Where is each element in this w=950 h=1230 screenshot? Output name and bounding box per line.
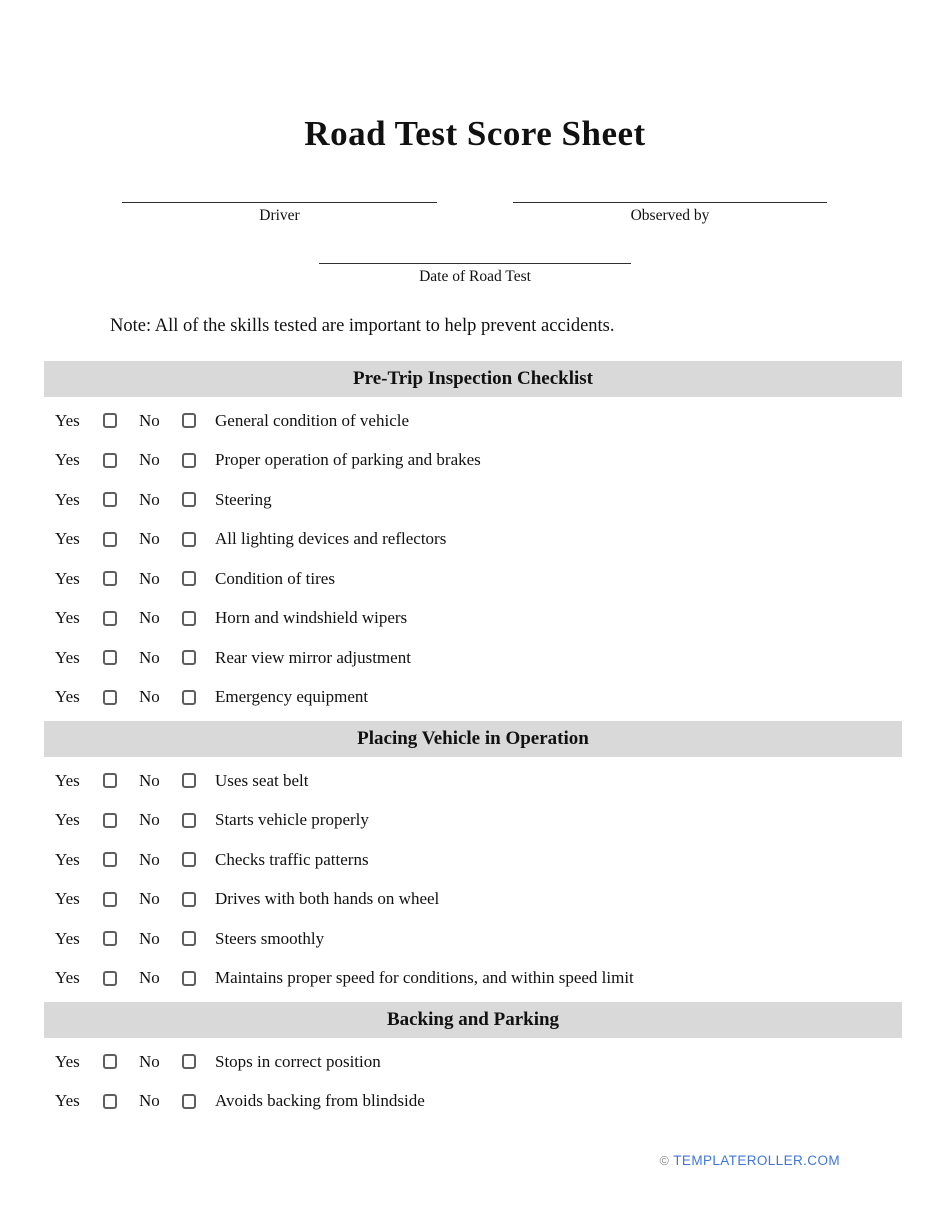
yes-label: Yes bbox=[55, 889, 80, 909]
no-label: No bbox=[139, 450, 160, 470]
checklist-row bbox=[44, 441, 902, 481]
item-label: Steers smoothly bbox=[215, 928, 325, 948]
checklist-row bbox=[44, 919, 902, 959]
checklist-row bbox=[44, 520, 902, 560]
yes-label: Yes bbox=[55, 810, 80, 830]
yes-label: Yes bbox=[55, 849, 80, 869]
no-label: No bbox=[139, 529, 160, 549]
yes-label: Yes bbox=[55, 450, 80, 470]
no-checkbox[interactable] bbox=[182, 1094, 196, 1109]
checklist-section bbox=[44, 1002, 902, 1121]
no-checkbox[interactable] bbox=[182, 813, 196, 828]
checklist-row bbox=[44, 401, 902, 441]
no-checkbox[interactable] bbox=[182, 650, 196, 665]
driver-signature-line[interactable] bbox=[122, 201, 437, 203]
no-label: No bbox=[139, 810, 160, 830]
yes-checkbox[interactable] bbox=[103, 971, 117, 986]
observed-by-field bbox=[513, 201, 827, 225]
item-label: Horn and windshield wipers bbox=[215, 608, 408, 628]
yes-label: Yes bbox=[55, 647, 80, 667]
yes-checkbox[interactable] bbox=[103, 413, 117, 428]
signature-row bbox=[0, 201, 950, 225]
no-checkbox[interactable] bbox=[182, 690, 196, 705]
checklist-row bbox=[44, 1082, 902, 1122]
note-text: Note: All of the skills tested are important to help prevent accidents. bbox=[110, 316, 615, 336]
item-label: Condition of tires bbox=[215, 568, 335, 588]
yes-label: Yes bbox=[55, 687, 80, 707]
observed-by-signature-line[interactable] bbox=[513, 201, 827, 203]
section-rows bbox=[44, 397, 902, 717]
yes-checkbox[interactable] bbox=[103, 690, 117, 705]
item-label: Rear view mirror adjustment bbox=[215, 647, 411, 667]
no-label: No bbox=[139, 1091, 160, 1111]
yes-checkbox[interactable] bbox=[103, 1094, 117, 1109]
no-checkbox[interactable] bbox=[182, 773, 196, 788]
item-label: Checks traffic patterns bbox=[215, 849, 369, 869]
checklist-row bbox=[44, 801, 902, 841]
yes-checkbox[interactable] bbox=[103, 571, 117, 586]
item-label: All lighting devices and reflectors bbox=[215, 529, 447, 549]
section-title: Placing Vehicle in Operation bbox=[357, 728, 589, 749]
item-label: Stops in correct position bbox=[215, 1051, 381, 1071]
checklist-row bbox=[44, 959, 902, 999]
yes-checkbox[interactable] bbox=[103, 1054, 117, 1069]
no-label: No bbox=[139, 647, 160, 667]
yes-checkbox[interactable] bbox=[103, 852, 117, 867]
copyright-icon: © bbox=[659, 1154, 670, 1168]
no-label: No bbox=[139, 1051, 160, 1071]
checklist-section bbox=[44, 721, 902, 998]
yes-checkbox[interactable] bbox=[103, 650, 117, 665]
item-label: Emergency equipment bbox=[215, 687, 369, 707]
yes-checkbox[interactable] bbox=[103, 492, 117, 507]
footer-credit bbox=[660, 1153, 840, 1168]
item-label: Proper operation of parking and brakes bbox=[215, 450, 481, 470]
no-label: No bbox=[139, 568, 160, 588]
date-label: Date of Road Test bbox=[419, 268, 531, 285]
observed-by-label: Observed by bbox=[630, 207, 710, 224]
driver-label: Driver bbox=[259, 207, 300, 224]
checklist-row bbox=[44, 638, 902, 678]
no-checkbox[interactable] bbox=[182, 892, 196, 907]
item-label: Drives with both hands on wheel bbox=[215, 889, 440, 909]
no-label: No bbox=[139, 849, 160, 869]
no-label: No bbox=[139, 608, 160, 628]
section-title: Backing and Parking bbox=[386, 1009, 560, 1030]
yes-label: Yes bbox=[55, 489, 80, 509]
no-checkbox[interactable] bbox=[182, 1054, 196, 1069]
checklist-row bbox=[44, 559, 902, 599]
no-label: No bbox=[139, 928, 160, 948]
no-checkbox[interactable] bbox=[182, 413, 196, 428]
templateroller-link[interactable]: TEMPLATEROLLER.COM bbox=[673, 1153, 840, 1168]
no-label: No bbox=[139, 489, 160, 509]
section-rows bbox=[44, 757, 902, 998]
yes-checkbox[interactable] bbox=[103, 892, 117, 907]
section-header bbox=[44, 1002, 902, 1038]
section-title: Pre-Trip Inspection Checklist bbox=[353, 368, 593, 389]
driver-field bbox=[122, 201, 437, 225]
section-header bbox=[44, 361, 902, 397]
yes-label: Yes bbox=[55, 568, 80, 588]
yes-label: Yes bbox=[55, 1091, 80, 1111]
checklist-row bbox=[44, 480, 902, 520]
yes-checkbox[interactable] bbox=[103, 532, 117, 547]
item-label: Starts vehicle properly bbox=[215, 810, 369, 830]
no-checkbox[interactable] bbox=[182, 571, 196, 586]
date-field bbox=[319, 262, 631, 286]
item-label: Steering bbox=[215, 489, 272, 509]
no-checkbox[interactable] bbox=[182, 492, 196, 507]
no-label: No bbox=[139, 889, 160, 909]
no-checkbox[interactable] bbox=[182, 852, 196, 867]
yes-label: Yes bbox=[55, 1051, 80, 1071]
no-checkbox[interactable] bbox=[182, 453, 196, 468]
no-checkbox[interactable] bbox=[182, 971, 196, 986]
yes-checkbox[interactable] bbox=[103, 813, 117, 828]
yes-label: Yes bbox=[55, 410, 80, 430]
checklist-section bbox=[44, 361, 902, 717]
date-line[interactable] bbox=[319, 262, 631, 264]
no-label: No bbox=[139, 968, 160, 988]
item-label: Uses seat belt bbox=[215, 770, 309, 790]
yes-label: Yes bbox=[55, 968, 80, 988]
no-label: No bbox=[139, 410, 160, 430]
section-header bbox=[44, 721, 902, 757]
yes-label: Yes bbox=[55, 928, 80, 948]
no-label: No bbox=[139, 687, 160, 707]
checklist-row bbox=[44, 678, 902, 718]
checklist-row bbox=[44, 761, 902, 801]
checklist-row bbox=[44, 880, 902, 920]
yes-checkbox[interactable] bbox=[103, 931, 117, 946]
yes-label: Yes bbox=[55, 529, 80, 549]
no-checkbox[interactable] bbox=[182, 931, 196, 946]
no-checkbox[interactable] bbox=[182, 532, 196, 547]
item-label: Avoids backing from blindside bbox=[215, 1091, 425, 1111]
yes-checkbox[interactable] bbox=[103, 453, 117, 468]
yes-checkbox[interactable] bbox=[103, 611, 117, 626]
date-row bbox=[0, 262, 950, 286]
checklist-row bbox=[44, 599, 902, 639]
item-label: General condition of vehicle bbox=[215, 410, 410, 430]
no-label: No bbox=[139, 770, 160, 790]
yes-checkbox[interactable] bbox=[103, 773, 117, 788]
checklist-row bbox=[44, 840, 902, 880]
checklist bbox=[44, 361, 902, 1121]
checklist-row bbox=[44, 1042, 902, 1082]
no-checkbox[interactable] bbox=[182, 611, 196, 626]
yes-label: Yes bbox=[55, 608, 80, 628]
page-title: Road Test Score Sheet bbox=[304, 114, 646, 153]
yes-label: Yes bbox=[55, 770, 80, 790]
item-label: Maintains proper speed for conditions, and within speed limit bbox=[215, 968, 634, 988]
section-rows bbox=[44, 1038, 902, 1121]
